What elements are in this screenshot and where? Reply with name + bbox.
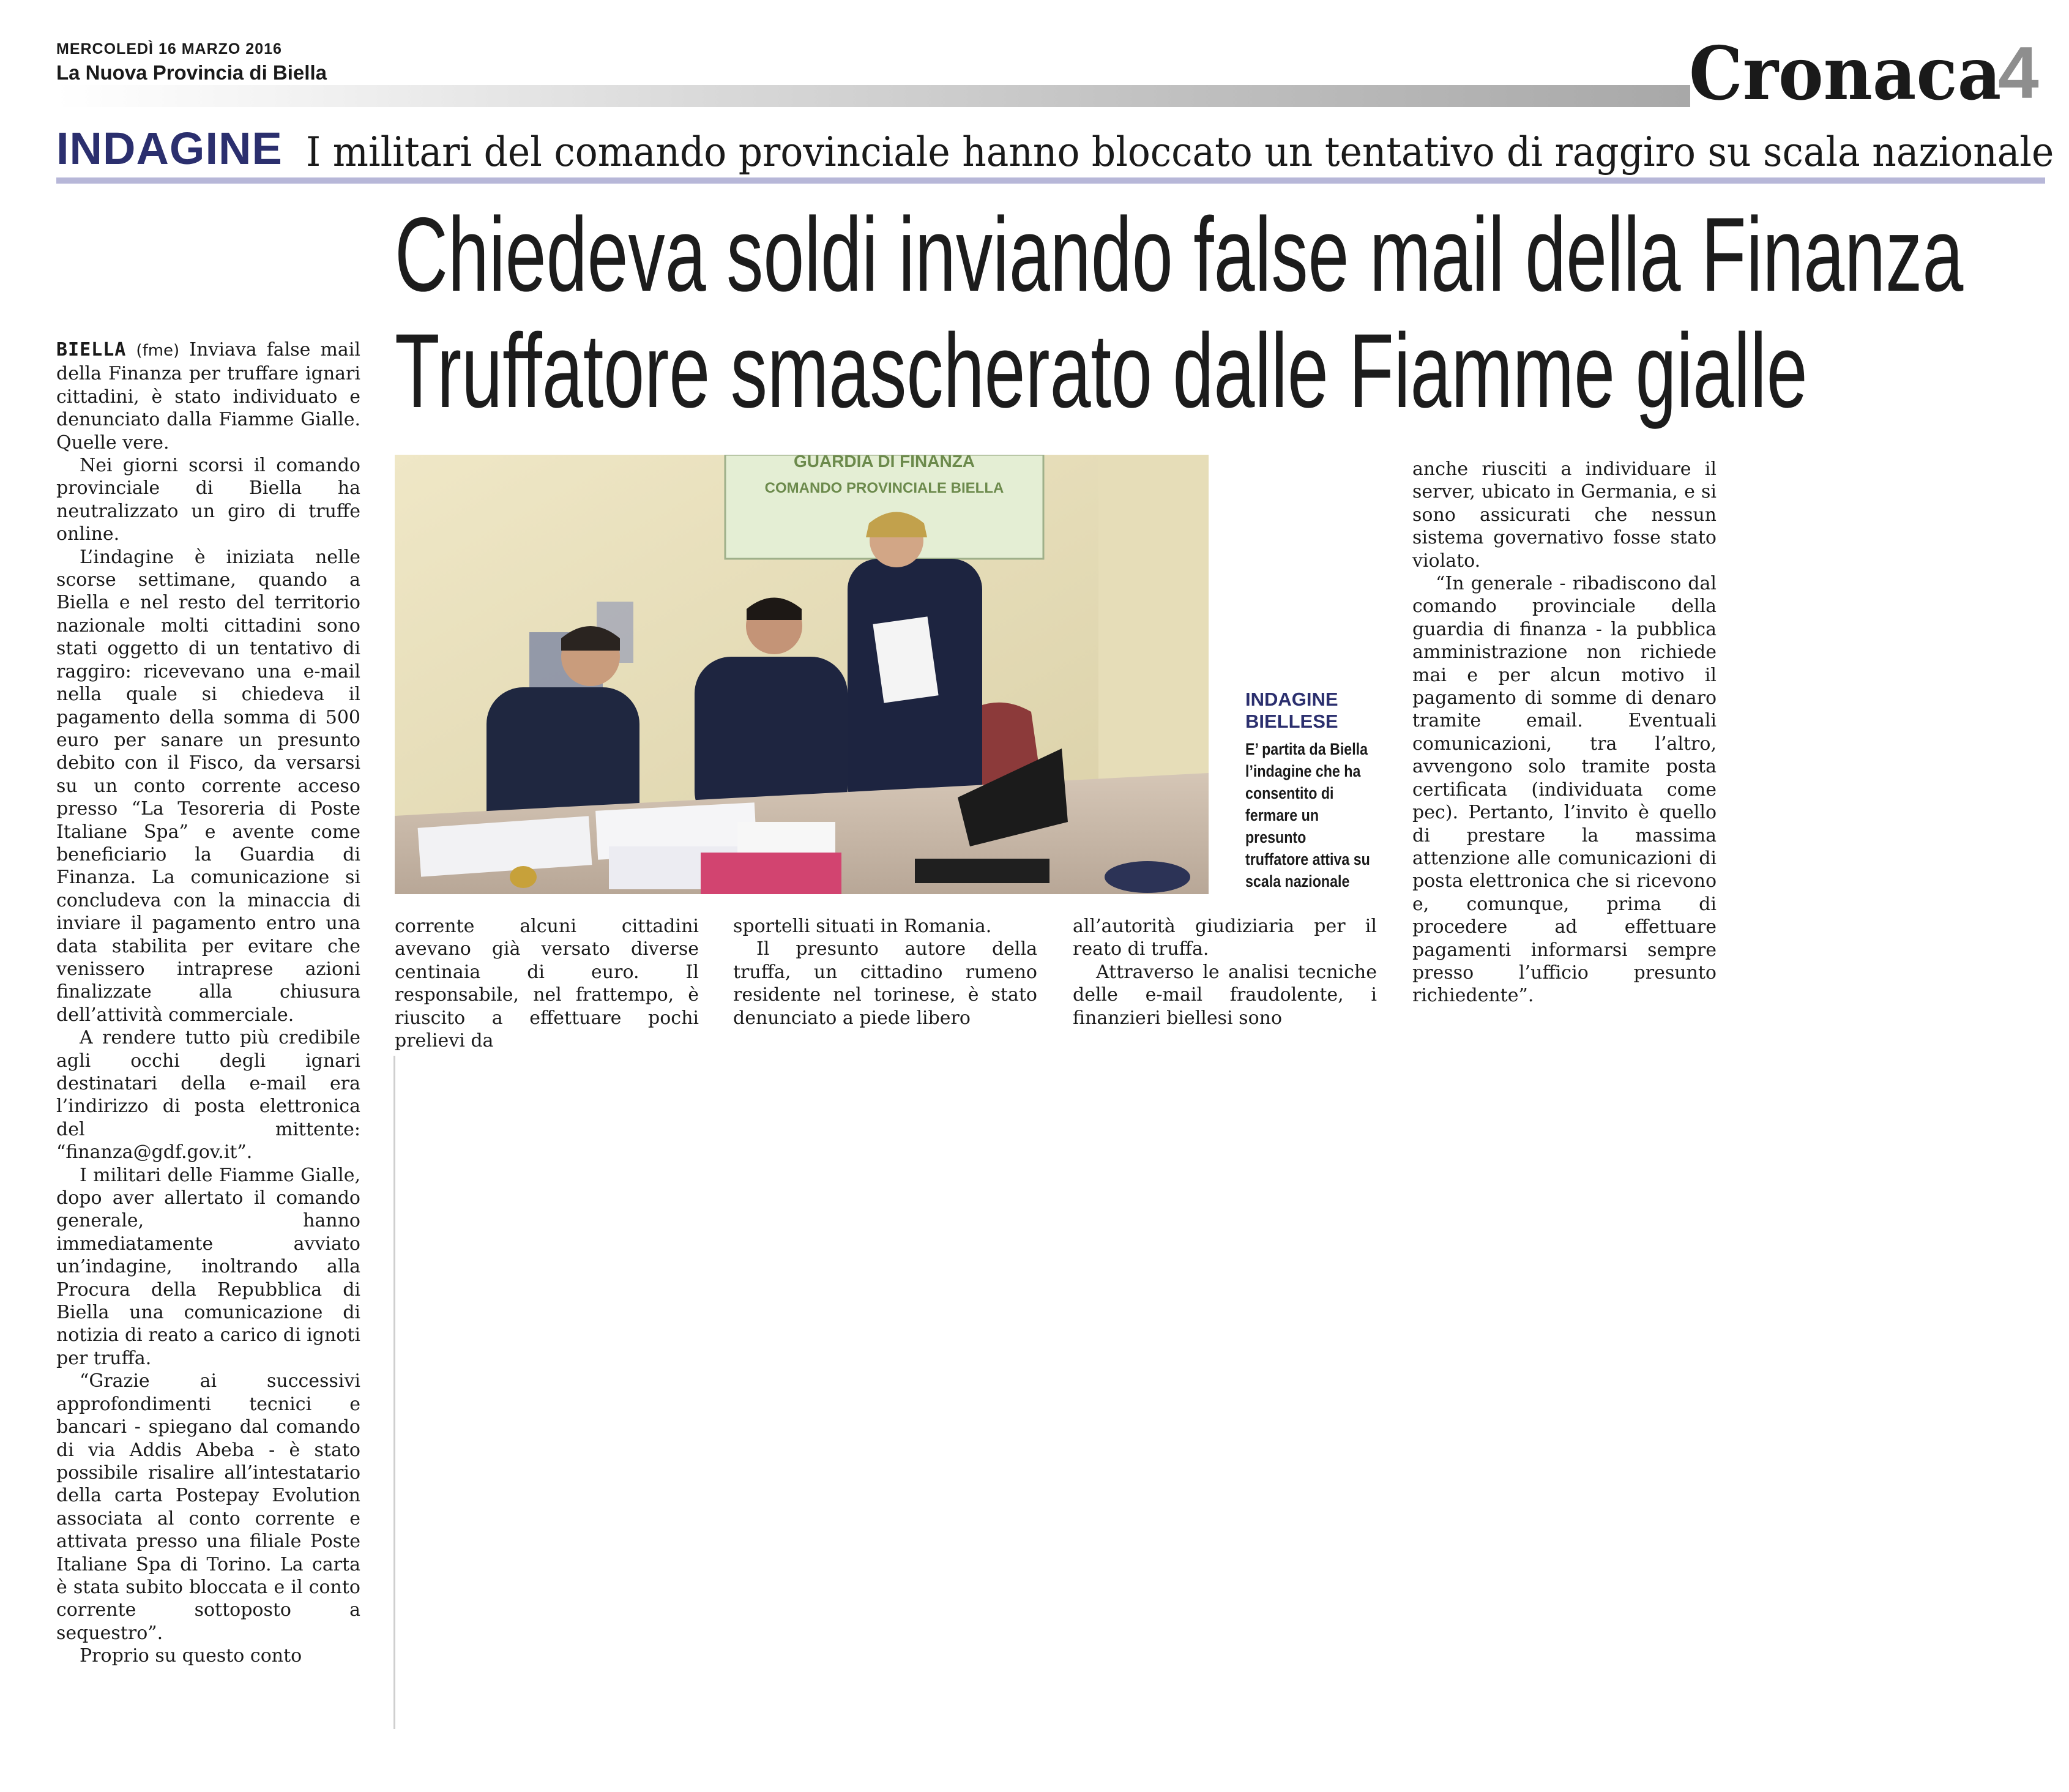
masthead-gradient-bar (56, 85, 1690, 107)
article-paragraph: I militari delle Fiamme Gialle, dopo aver allertato il comando generale, hanno immediatamente avviato un’indagine, inoltrando alla Procura della Repubblica di Biella una comunicazione di notizia di reato a carico di ignoti per truffa. (56, 1164, 360, 1369)
headline-line-2: Truffatore smascherato dalle Fiamme gialle (395, 312, 1808, 430)
author-initials: (fme) (136, 342, 180, 360)
section-title: Cronaca (1689, 31, 2002, 117)
article-paragraph: “Grazie ai successivi approfondimenti tecnici e bancari - spiegano dal comando di via Addis Abeba - è stato possibile risalire all’intestatario della carta Postepay Evolution associata al conto corrente e attivata presso una filiale Poste Italiane Spa di Torino. La carta è stata subito bloccata e il conto corrente sottoposto a sequestro”. (56, 1370, 360, 1644)
article-paragraph: anche riusciti a individuare il server, ubicato in Germania, e si sono assicurati che nessun sistema governativo fosse stato violato. (1412, 458, 1717, 572)
photo-caption-text: E’ partita da Biella l’indagine che ha consentito di fermare un presunto truffatore attiva su scala nazionale (1245, 740, 1370, 890)
article-column-1 (56, 338, 360, 1668)
article-paragraph: Proprio su questo conto (80, 1645, 302, 1667)
photo-caption-title: INDAGINE BIELLESE (1245, 689, 1338, 732)
photo-sign-line-1: GUARDIA DI FINANZA (793, 455, 975, 471)
article-paragraph: A rendere tutto più credibile agli occhi degli ignari destinatari della e-mail era l’indirizzo di posta elettronica del mittente: “finanza@gdf.gov.it”. (56, 1027, 360, 1163)
article-paragraph: BIELLA (fme) Inviava false mail della Finanza per truffare ignari cittadini, è stato individuato e denunciato dalla Fiamme Gialle. Quelle vere. (56, 339, 360, 454)
article-paragraph: “In generale - ribadiscono dal comando provinciale della guardia di finanza - la pubblica amministrazione non richiede mai e per alcun motivo il pagamento di somme di denaro tramite email. Eventuali comunicazioni, tra l’altro, avvengono solo tramite posta certificata (individuata come pec). Pertanto, l’invito è quello di prestare la massima attenzione alle comunicazioni di posta elettronica che si ricevono e, comunque, prima di procedere ad effettuare pagamenti informarsi sempre presso l’ufficio presunto richiedente”. (1412, 573, 1717, 1007)
kicker-rule (56, 177, 2045, 184)
article-paragraph: sportelli situati in Romania. (733, 916, 992, 937)
dateline: BIELLA (56, 339, 127, 360)
article-paragraph: Attraverso le analisi tecniche delle e-mail fraudolente, i finanzieri biellesi sono (1073, 961, 1377, 1029)
article-paragraph: L’indagine è iniziata nelle scorse settimane, quando a Biella e nel resto del territorio nazionale molti cittadini sono stati oggetto di un tentativo di raggiro: ricevevano una e-mail nella quale si chiedeva il pagamento della somma di 500 euro per sanare un presunto debito con il Fisco, da versarsi su un conto corrente acceso presso “La Tesoreria di Poste Italiane Spa” e avente come beneficiario la Guardia di Finanza. La comunicazione si concludeva con la minaccia di inviare il pagamento entro una data stabilita per evitare che venissero intraprese azioni finalizzate alla chiusura dell’attività commerciale. (56, 546, 360, 1026)
article-paragraph: corrente alcuni cittadini avevano già versato diverse centinaia di euro. Il responsabile, nel frattempo, è riuscito a effettuare pochi prelievi da (395, 916, 699, 1052)
issue-date: MERCOLEDÌ 16 MARZO 2016 (56, 40, 282, 58)
headline-line-1: Chiedeva soldi inviando false mail della Finanza (395, 196, 1964, 313)
photo-sign-line-2: COMANDO PROVINCIALE BIELLA (764, 480, 1004, 496)
page-number: 4 (1998, 32, 2039, 114)
kicker-label: INDAGINE (56, 123, 283, 174)
kicker-text: I militari del comando provinciale hanno bloccato un tentativo di raggiro su scala nazionale (306, 129, 2054, 176)
article-column-3 (733, 915, 1037, 1029)
column-divider-rule (393, 1056, 395, 1729)
article-paragraph: Il presunto autore della truffa, un cittadino rumeno residente nel torinese, è stato denunciato a piede libero (733, 938, 1037, 1029)
newspaper-name: La Nuova Provincia di Biella (56, 61, 327, 84)
article-column-5 (1412, 458, 1717, 1007)
article-column-4 (1073, 915, 1377, 1029)
article-paragraph: Nei giorni scorsi il comando provinciale di Biella ha neutralizzato un giro di truffe online. (56, 455, 360, 545)
article-paragraph: all’autorità giudiziaria per il reato di truffa. (1073, 916, 1377, 960)
article-photo (395, 455, 1209, 894)
article-column-2 (395, 915, 699, 1052)
